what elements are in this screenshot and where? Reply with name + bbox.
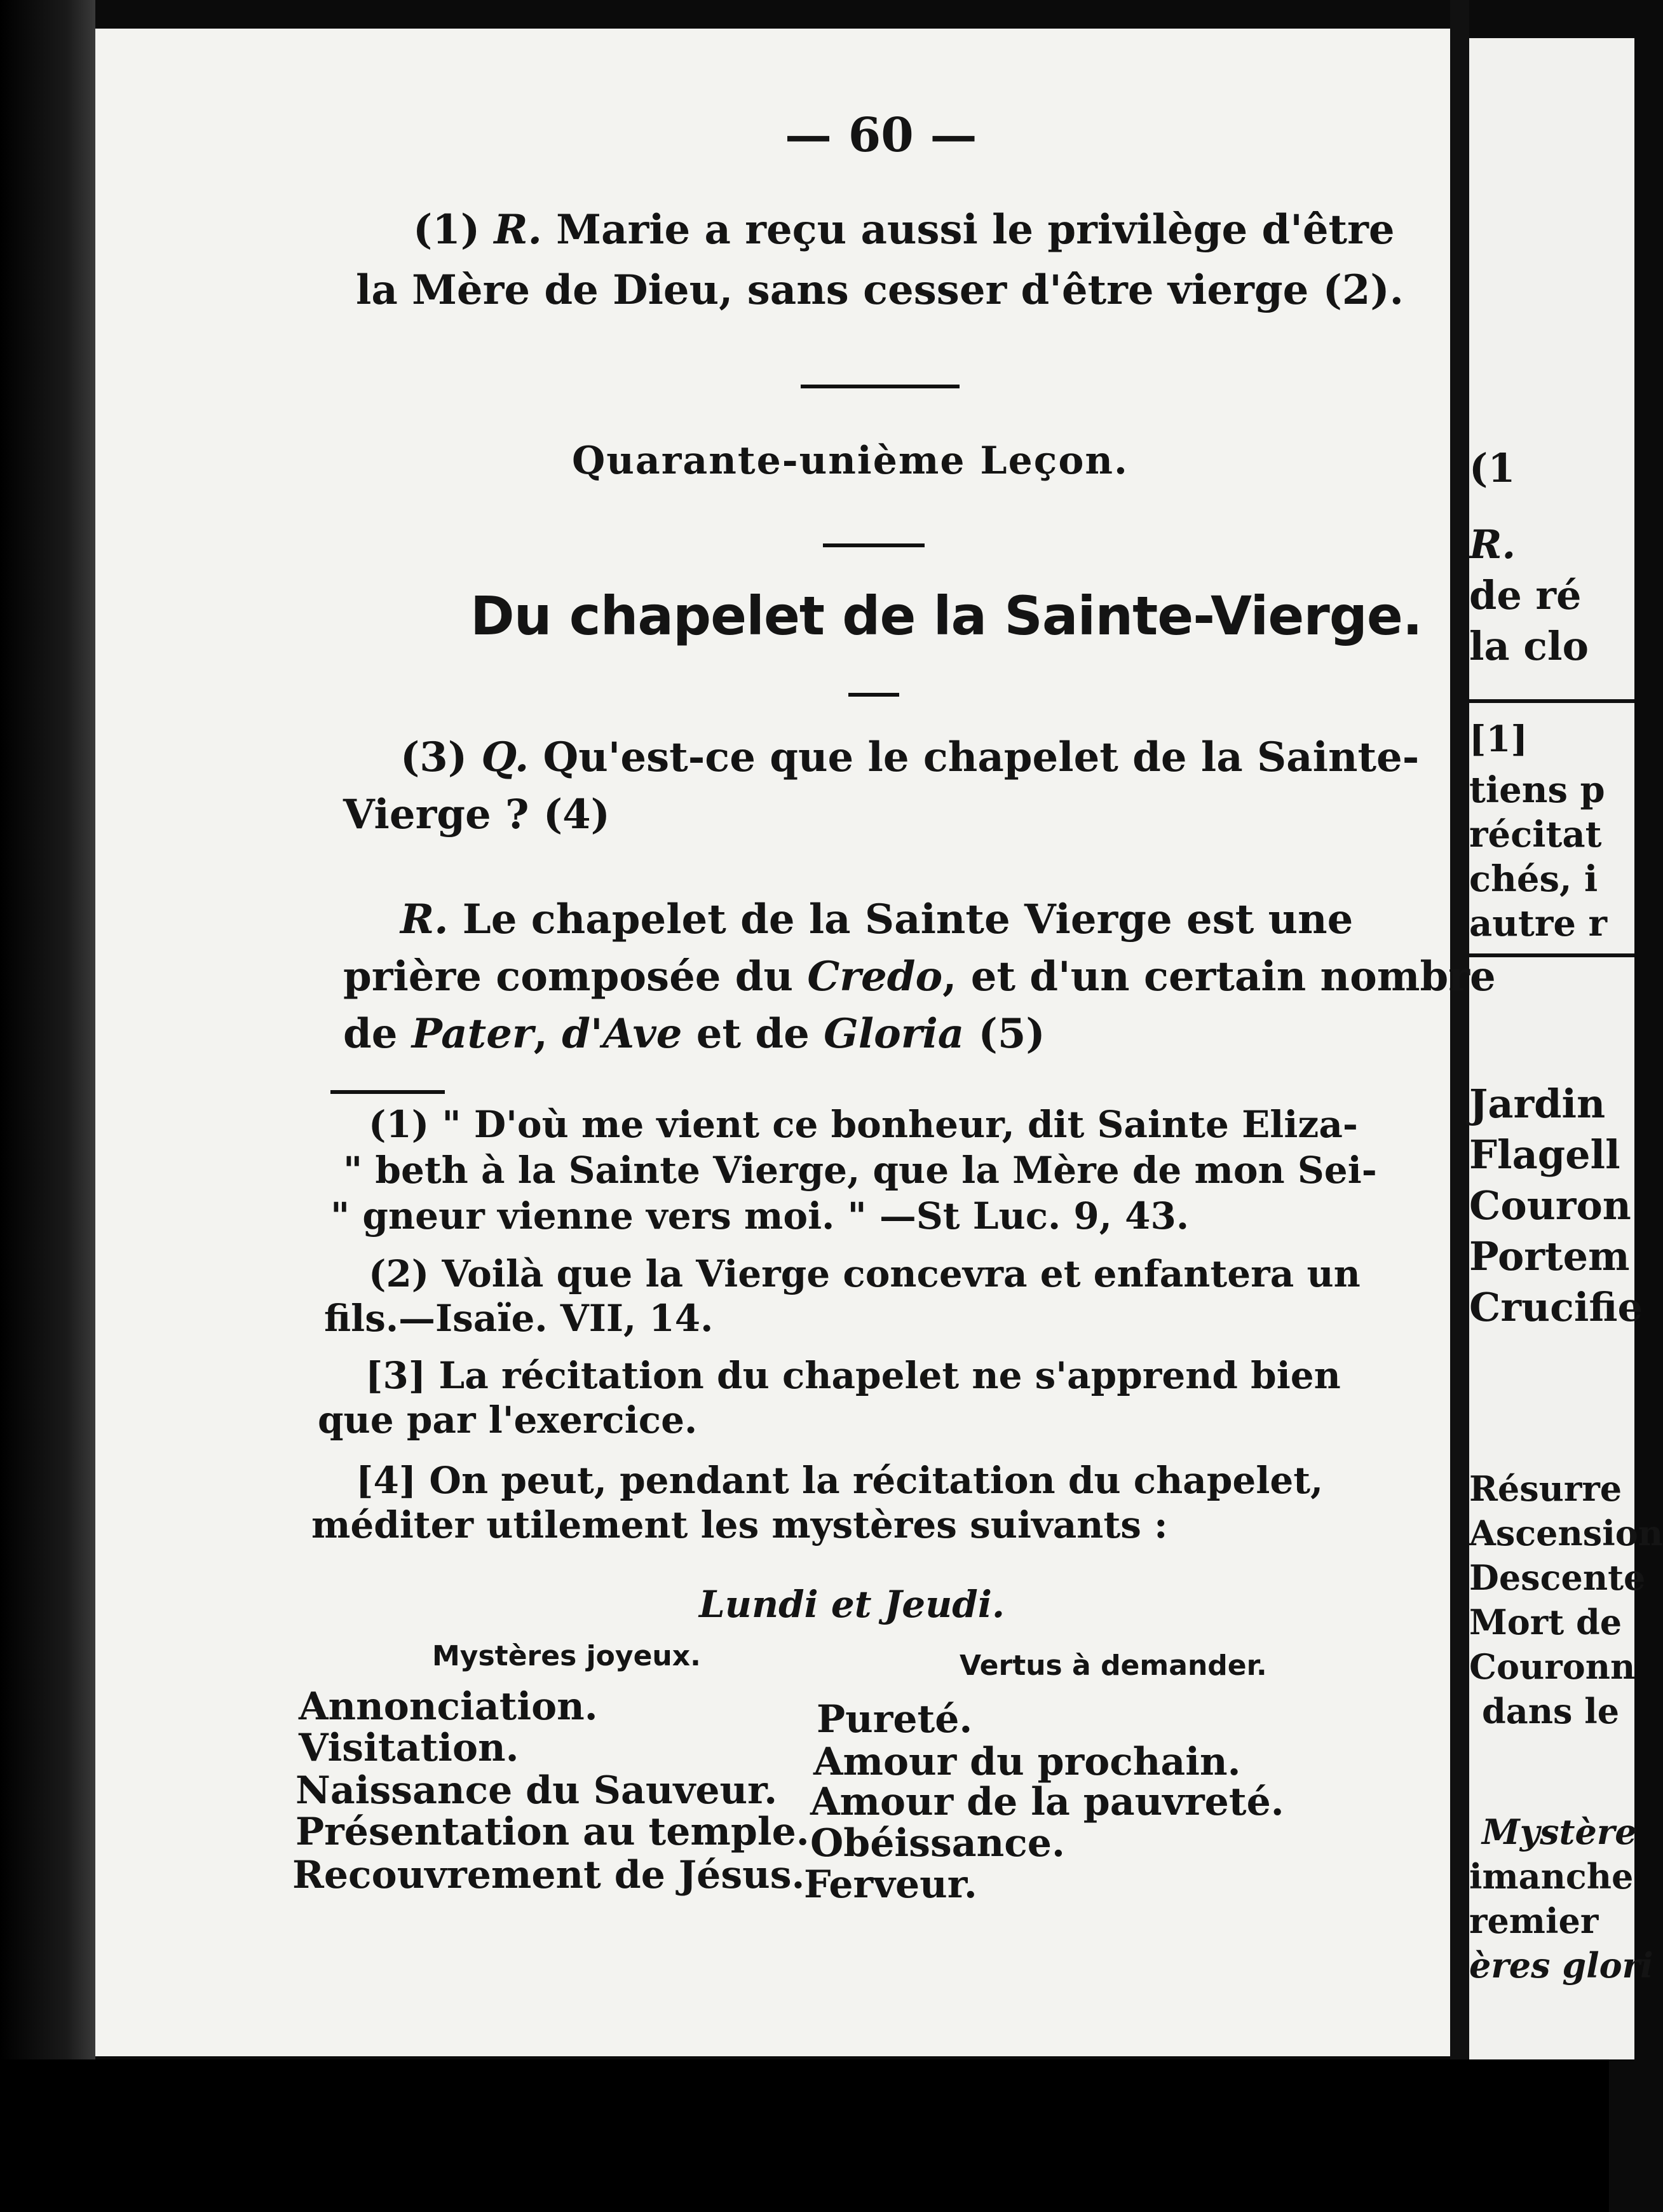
response-line-1: R. Le chapelet de la Sainte Vierge est une — [400, 896, 1354, 943]
question-line-1: (3) Q. Qu'est-ce que le chapelet de la Sainte- — [400, 734, 1420, 781]
response-line-3: de Pater, d'Ave et de Gloria (5) — [343, 1010, 1045, 1058]
right-page-line: [1] — [1469, 718, 1528, 760]
right-page-line: Portem — [1469, 1233, 1630, 1280]
virtue-cell: Obéissance. — [810, 1821, 1065, 1866]
weekday-heading: Lundi et Jeudi. — [699, 1583, 1005, 1626]
page-number: — 60 — — [785, 108, 977, 163]
chapter-title: Du chapelet de la Sainte-Vierge. — [470, 585, 1422, 647]
footnote-4-line-2: méditer utilement les mystères suivants : — [311, 1503, 1168, 1546]
footnote-2-line-1: (2) Voilà que la Vierge concevra et enfantera un — [369, 1252, 1361, 1295]
mystery-cell: Visitation. — [299, 1726, 519, 1770]
right-page-line: (1 — [1469, 445, 1516, 491]
book-spine — [1450, 0, 1469, 2212]
separator-rule — [848, 693, 899, 697]
column-header-virtues: Vertus à demander. — [960, 1649, 1267, 1682]
footnote-2-line-2: fils.—Isaïe. VII, 14. — [324, 1297, 714, 1340]
right-page-line: Mystère — [1482, 1812, 1637, 1852]
separator-rule — [823, 543, 925, 547]
footnote-3-line-1: [3] La récitation du chapelet ne s'apprend bien — [365, 1354, 1341, 1397]
mystery-cell: Recouvrement de Jésus. — [292, 1853, 805, 1897]
right-page-line: Descente — [1469, 1557, 1646, 1598]
footnote-separator — [330, 1090, 445, 1094]
virtue-cell: Amour de la pauvreté. — [810, 1780, 1284, 1824]
right-page-rule — [1469, 699, 1634, 703]
scan-left-shadow — [0, 0, 95, 2212]
footnote-1-line-3: " gneur vienne vers moi. " —St Luc. 9, 43. — [330, 1194, 1190, 1238]
column-header-mysteries: Mystères joyeux. — [432, 1640, 701, 1672]
virtue-cell: Ferveur. — [804, 1862, 977, 1907]
right-page-edge — [1469, 38, 1663, 2059]
mystery-cell: Présentation au temple. — [295, 1810, 810, 1854]
response-line-2: prière composée du Credo, et d'un certain nombre — [343, 953, 1496, 1000]
right-page-line: remier — [1469, 1901, 1599, 1941]
right-page-line: autre r — [1469, 903, 1607, 945]
right-page-line: Jardin — [1469, 1081, 1606, 1127]
right-page-line: Résurre — [1469, 1468, 1622, 1509]
mystery-cell: Annonciation. — [299, 1684, 598, 1729]
right-page-line: ères glori — [1469, 1945, 1653, 1986]
right-page-line: la clo — [1469, 623, 1589, 669]
right-page-line: Flagell — [1469, 1131, 1620, 1178]
right-page-line: Couronn — [1469, 1646, 1636, 1687]
right-page-line: de ré — [1469, 572, 1582, 618]
right-page-line: imanche — [1469, 1856, 1634, 1897]
footnote-1-line-2: " beth à la Sainte Vierge, que la Mère de mon Sei- — [343, 1149, 1377, 1192]
right-page-line: R. — [1469, 521, 1516, 568]
footnote-3-line-2: que par l'exercice. — [318, 1398, 698, 1442]
mystery-cell: Naissance du Sauveur. — [295, 1768, 778, 1813]
footnote-1-line-1: (1) " D'où me vient ce bonheur, dit Sainte Eliza- — [369, 1103, 1358, 1146]
separator-rule — [801, 385, 960, 388]
scan-bottom-band — [0, 2059, 1609, 2212]
answer-1-line-2: la Mère de Dieu, sans cesser d'être vierge (2). — [356, 266, 1404, 314]
lesson-heading: Quarante-unième Leçon. — [572, 439, 1129, 483]
answer-1-line-1: (1) R. Marie a reçu aussi le privilège d'être — [413, 206, 1395, 254]
footnote-4-line-1: [4] On peut, pendant la récitation du chapelet, — [356, 1459, 1324, 1502]
right-page-line: Ascension — [1469, 1513, 1663, 1553]
right-page-line: récitat — [1469, 814, 1602, 856]
question-line-2: Vierge ? (4) — [343, 791, 610, 838]
right-page-line: dans le — [1482, 1691, 1620, 1731]
right-page-line: Crucifie — [1469, 1284, 1643, 1330]
right-page-line: Mort de — [1469, 1602, 1622, 1642]
right-page-line: tiens p — [1469, 769, 1605, 811]
right-page-line: chés, i — [1469, 858, 1598, 900]
virtue-cell: Amour du prochain. — [813, 1740, 1241, 1784]
right-page-line: Couron — [1469, 1182, 1631, 1229]
virtue-cell: Pureté. — [817, 1697, 973, 1742]
